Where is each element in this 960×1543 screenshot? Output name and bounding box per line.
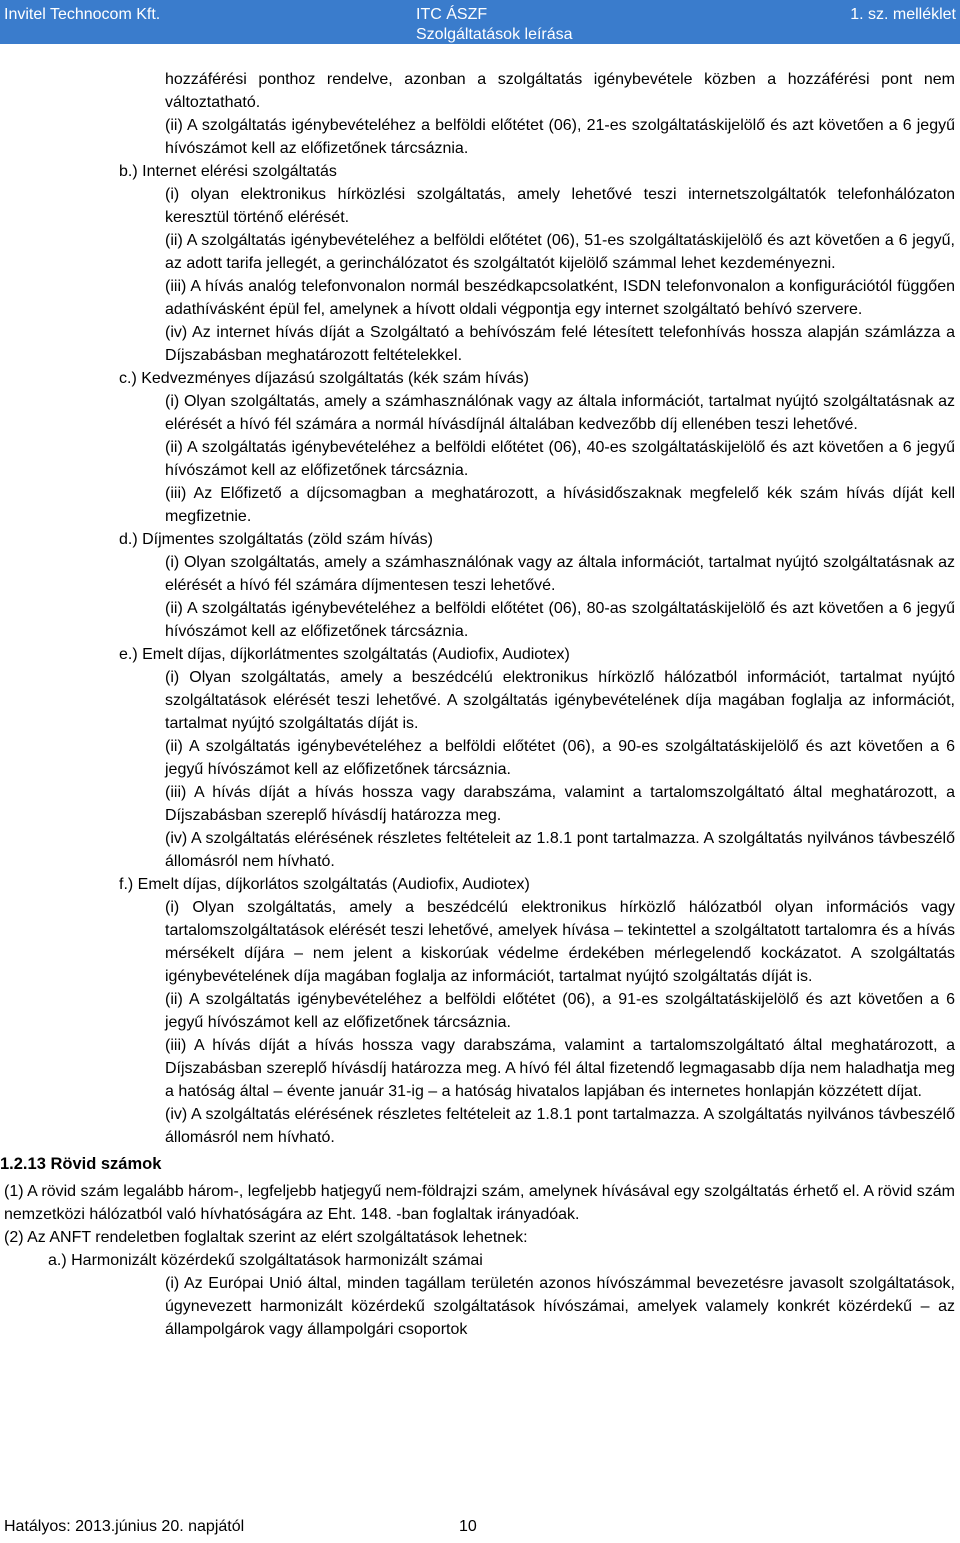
paragraph: (iii) Az Előfizető a díjcsomagban a meghatározott, a hívásidőszaknak megfelelő kék szám hívás díját kell megfizetnie. bbox=[165, 485, 955, 525]
paragraph: (ii) A szolgáltatás igénybevételéhez a belföldi előtétet (06), 80-as szolgáltatáskijelölő és azt követően a 6 jegyű hívószámot kell az előfizetőnek tárcsáznia. bbox=[165, 600, 955, 640]
header-company: Invitel Technocom Kft. bbox=[4, 6, 161, 23]
paragraph: (i) olyan elektronikus hírközlési szolgáltatás, amely lehetővé teszi internetszolgáltatók telefonhálózaton keresztül történő elérését. bbox=[165, 186, 955, 226]
paragraph: (ii) A szolgáltatás igénybevételéhez a belföldi előtétet (06), 21-es szolgáltatáskijelölő és azt követően a 6 jegyű hívószámot kell az előfizetőnek tárcsáznia. bbox=[165, 117, 955, 157]
paragraph: e.) Emelt díjas, díjkorlátmentes szolgáltatás (Audiofix, Audiotex) bbox=[119, 646, 570, 663]
paragraph: (i) Olyan szolgáltatás, amely a számhasználónak vagy az általa információt, tartalmat nyújtó szolgáltatásnak az elérését a hívó fél számára díjmentesen teszi lehetővé. bbox=[165, 554, 955, 594]
paragraph: (iii) A hívás díját a hívás hossza vagy darabszáma, valamint a tartalomszolgáltató által meghatározott, a Díjszabásban szereplő hívásdíj határozza meg. A hívó fél által fizetendő legmagasabb díja nem haladhatja meg a hatóság által – évente január 31-ig – a hatóság hivatalos lapjában és internetes honlapján közzétett díjat. bbox=[165, 1037, 955, 1100]
paragraph: (ii) A szolgáltatás igénybevételéhez a belföldi előtétet (06), 51-es szolgáltatáskijelölő és azt követően a 6 jegyű, az adott tarifa jellegét, a gerinchálózatot és szolgáltatót kijelölő számmal lehet kezdeményezni. bbox=[165, 232, 955, 272]
paragraph: (1) A rövid szám legalább három-, legfeljebb hatjegyű nem-földrajzi szám, amelynek hívásával egy szolgáltatás érhető el. A rövid szám nemzetközi hálózatból való hívhatóságára az Eht. 148. -ban foglaltak irányadóak. bbox=[4, 1183, 955, 1223]
page-header bbox=[0, 0, 960, 44]
header-title-bottom: Szolgáltatások leírása bbox=[416, 26, 573, 43]
header-annex-label: 1. sz. melléklet bbox=[850, 6, 956, 23]
paragraph: (iii) A hívás díját a hívás hossza vagy darabszáma, valamint a tartalomszolgáltató által meghatározott, a Díjszabásban szereplő hívásdíj határozza meg. bbox=[165, 784, 955, 824]
paragraph: d.) Díjmentes szolgáltatás (zöld szám hívás) bbox=[119, 531, 433, 548]
paragraph: (ii) A szolgáltatás igénybevételéhez a belföldi előtétet (06), a 91-es szolgáltatáskijelölő és azt követően a 6 jegyű hívószámot kell az előfizetőnek tárcsáznia. bbox=[165, 991, 955, 1031]
page-footer bbox=[4, 1518, 477, 1536]
page-number: 10 bbox=[459, 1518, 477, 1535]
paragraph: (iv) A szolgáltatás elérésének részletes feltételeit az 1.8.1 pont tartalmazza. A szolgáltatás nyilvános távbeszélő állomásról nem hívható. bbox=[165, 1106, 955, 1146]
paragraph: (iii) A hívás analóg telefonvonalon normál beszédkapcsolatként, ISDN telefonvonalon a konfigurációtól függően adathívásként épül fel, amelynek a hívott oldali végpontja egy internet szolgáltató behívó szervere. bbox=[165, 278, 955, 318]
footer-effective-date: Hatályos: 2013.június 20. napjától bbox=[4, 1518, 245, 1535]
paragraph: (iv) Az internet hívás díját a Szolgáltató a behívószám felé létesített telefonhívás hossza alapján számlázza a Díjszabásban meghatározott feltételekkel. bbox=[165, 324, 955, 364]
paragraph: (i) Olyan szolgáltatás, amely a számhasználónak vagy az általa információt, tartalmat nyújtó szolgáltatásnak az elérését a hívó fél számára a normál hívásdíjnál általában kedvezőbb díj ellenében teszi lehetővé. bbox=[165, 393, 955, 433]
paragraph: (i) Az Európai Unió által, minden tagállam területén azonos hívószámmal bevezetésre javasolt szolgáltatások, úgynevezett harmonizált közérdekű szolgáltatások hívószámai, amelyek valamely konkrét közérdekű – az állampolgárok vagy állampolgári csoportok bbox=[165, 1275, 955, 1338]
paragraph: (iv) A szolgáltatás elérésének részletes feltételeit az 1.8.1 pont tartalmazza. A szolgáltatás nyilvános távbeszélő állomásról nem hívható. bbox=[165, 830, 955, 870]
paragraph: (2) Az ANFT rendeletben foglaltak szerint az elért szolgáltatások lehetnek: bbox=[4, 1229, 528, 1246]
paragraph: (i) Olyan szolgáltatás, amely a beszédcélú elektronikus hírközlő hálózatból információt, tartalmat nyújtó szolgáltatások elérését teszi lehetővé. A szolgáltatás igénybevételének díja magában foglalja az információt, tartalmat nyújtó szolgáltatás díját is. bbox=[165, 669, 955, 732]
header-document-title bbox=[416, 6, 616, 44]
paragraph: a.) Harmonizált közérdekű szolgáltatások harmonizált számai bbox=[48, 1252, 483, 1269]
paragraph: hozzáférési ponthoz rendelve, azonban a szolgáltatás igénybevétele közben a hozzáférési pont nem változtatható. bbox=[165, 71, 955, 111]
paragraph: (ii) A szolgáltatás igénybevételéhez a belföldi előtétet (06), a 90-es szolgáltatáskijelölő és azt követően a 6 jegyű hívószámot kell az előfizetőnek tárcsáznia. bbox=[165, 738, 955, 778]
header-title-top: ITC ÁSZF bbox=[416, 6, 488, 23]
paragraph: (ii) A szolgáltatás igénybevételéhez a belföldi előtétet (06), 40-es szolgáltatáskijelölő és azt követően a 6 jegyű hívószámot kell az előfizetőnek tárcsáznia. bbox=[165, 439, 955, 479]
document-body bbox=[0, 68, 960, 1341]
paragraph: (i) Olyan szolgáltatás, amely a beszédcélú elektronikus hírközlő hálózatból olyan információs vagy tartalomszolgáltatások elérését teszi lehetővé, amelyek hívása – tekintettel a szolgáltatott tartalomra és a hívás mérsékelt díjára – nem jelent a kiskorúak védelme érdekében mérlegelendő kockázatot. A szolgáltatás igénybevételének díja magában foglalja az információt, tartalmat nyújtó szolgáltatás díját is. bbox=[165, 899, 955, 985]
paragraph: b.) Internet elérési szolgáltatás bbox=[119, 163, 337, 180]
paragraph: c.) Kedvezményes díjazású szolgáltatás (kék szám hívás) bbox=[119, 370, 529, 387]
paragraph: f.) Emelt díjas, díjkorlátos szolgáltatás (Audiofix, Audiotex) bbox=[119, 876, 530, 893]
section-heading: 1.2.13 Rövid számok bbox=[0, 1155, 162, 1173]
